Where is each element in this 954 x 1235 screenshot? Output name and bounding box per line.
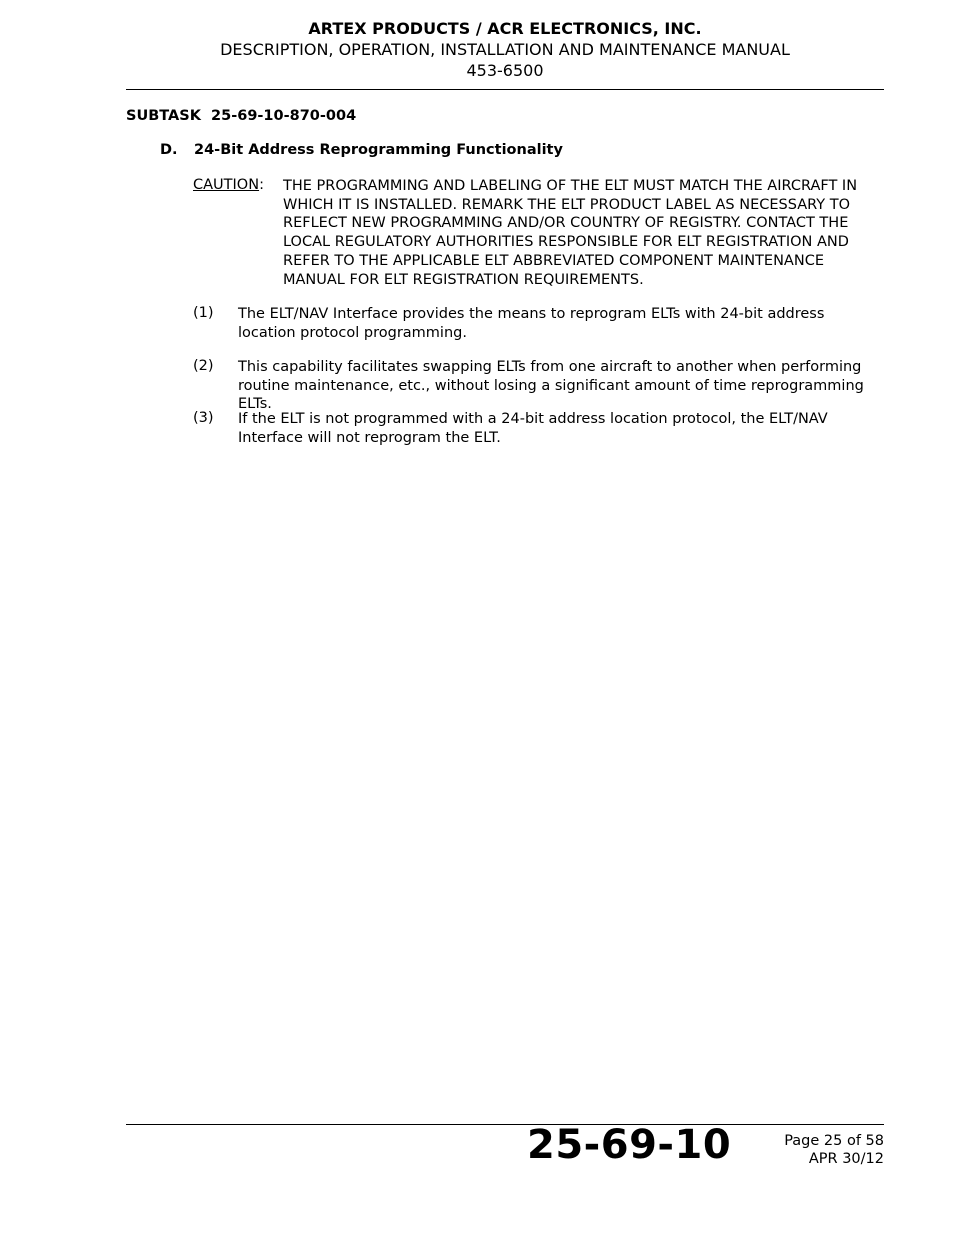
section-letter: D.: [160, 142, 178, 158]
footer-revision-date: APR 30/12: [808, 1151, 884, 1167]
section-title: 24-Bit Address Reprogramming Functionality: [194, 142, 563, 158]
header-divider: [126, 89, 884, 90]
list-item-text: The ELT/NAV Interface provides the means to reprogram ELTs with 24-bit address location protocol programming.: [238, 306, 825, 341]
footer-page-number: Page 25 of 58: [784, 1133, 884, 1149]
list-item-number: (1): [193, 305, 214, 321]
header-company: ARTEX PRODUCTS / ACR ELECTRONICS, INC.: [308, 19, 702, 38]
caution-word: CAUTION: [193, 177, 260, 193]
footer-divider: [126, 1124, 884, 1125]
subtask-heading: SUBTASK 25-69-10-870-004: [126, 108, 357, 124]
list-item-text: If the ELT is not programmed with a 24-bit address location protocol, the ELT/NAV Interface will not reprogram the ELT.: [238, 411, 828, 446]
caution-colon: :: [259, 177, 264, 193]
header-manual-title: DESCRIPTION, OPERATION, INSTALLATION AND MAINTENANCE MANUAL: [220, 40, 790, 59]
caution-label: [193, 177, 264, 193]
list-item-number: (2): [193, 358, 214, 374]
footer-page-info: [784, 1132, 884, 1168]
list-item-text: This capability facilitates swapping ELTs from one aircraft to another when performing routine maintenance, etc., without losing a significant amount of time reprogramming ELTs.: [238, 359, 864, 413]
header-manual-number: 453-6500: [466, 61, 544, 80]
footer-chapter-code: 25-69-10: [527, 1122, 732, 1168]
list-item-number: (3): [193, 410, 214, 426]
caution-text: THE PROGRAMMING AND LABELING OF THE ELT MUST MATCH THE AIRCRAFT IN WHICH IT IS INSTALLED. REMARK THE ELT PRODUCT LABEL AS NECESSARY TO REFLECT NEW PROGRAMMING AND/OR COUNTRY OF REGISTRY. CONTACT THE LOCAL REGULATORY AUTHORITIES RESPONSIBLE FOR ELT REGISTRATION AND REFER TO THE APPLICABLE ELT ABBREVIATED COMPONENT MAINTENANCE MANUAL FOR ELT REGISTRATION REQUIREMENTS.: [283, 178, 858, 288]
